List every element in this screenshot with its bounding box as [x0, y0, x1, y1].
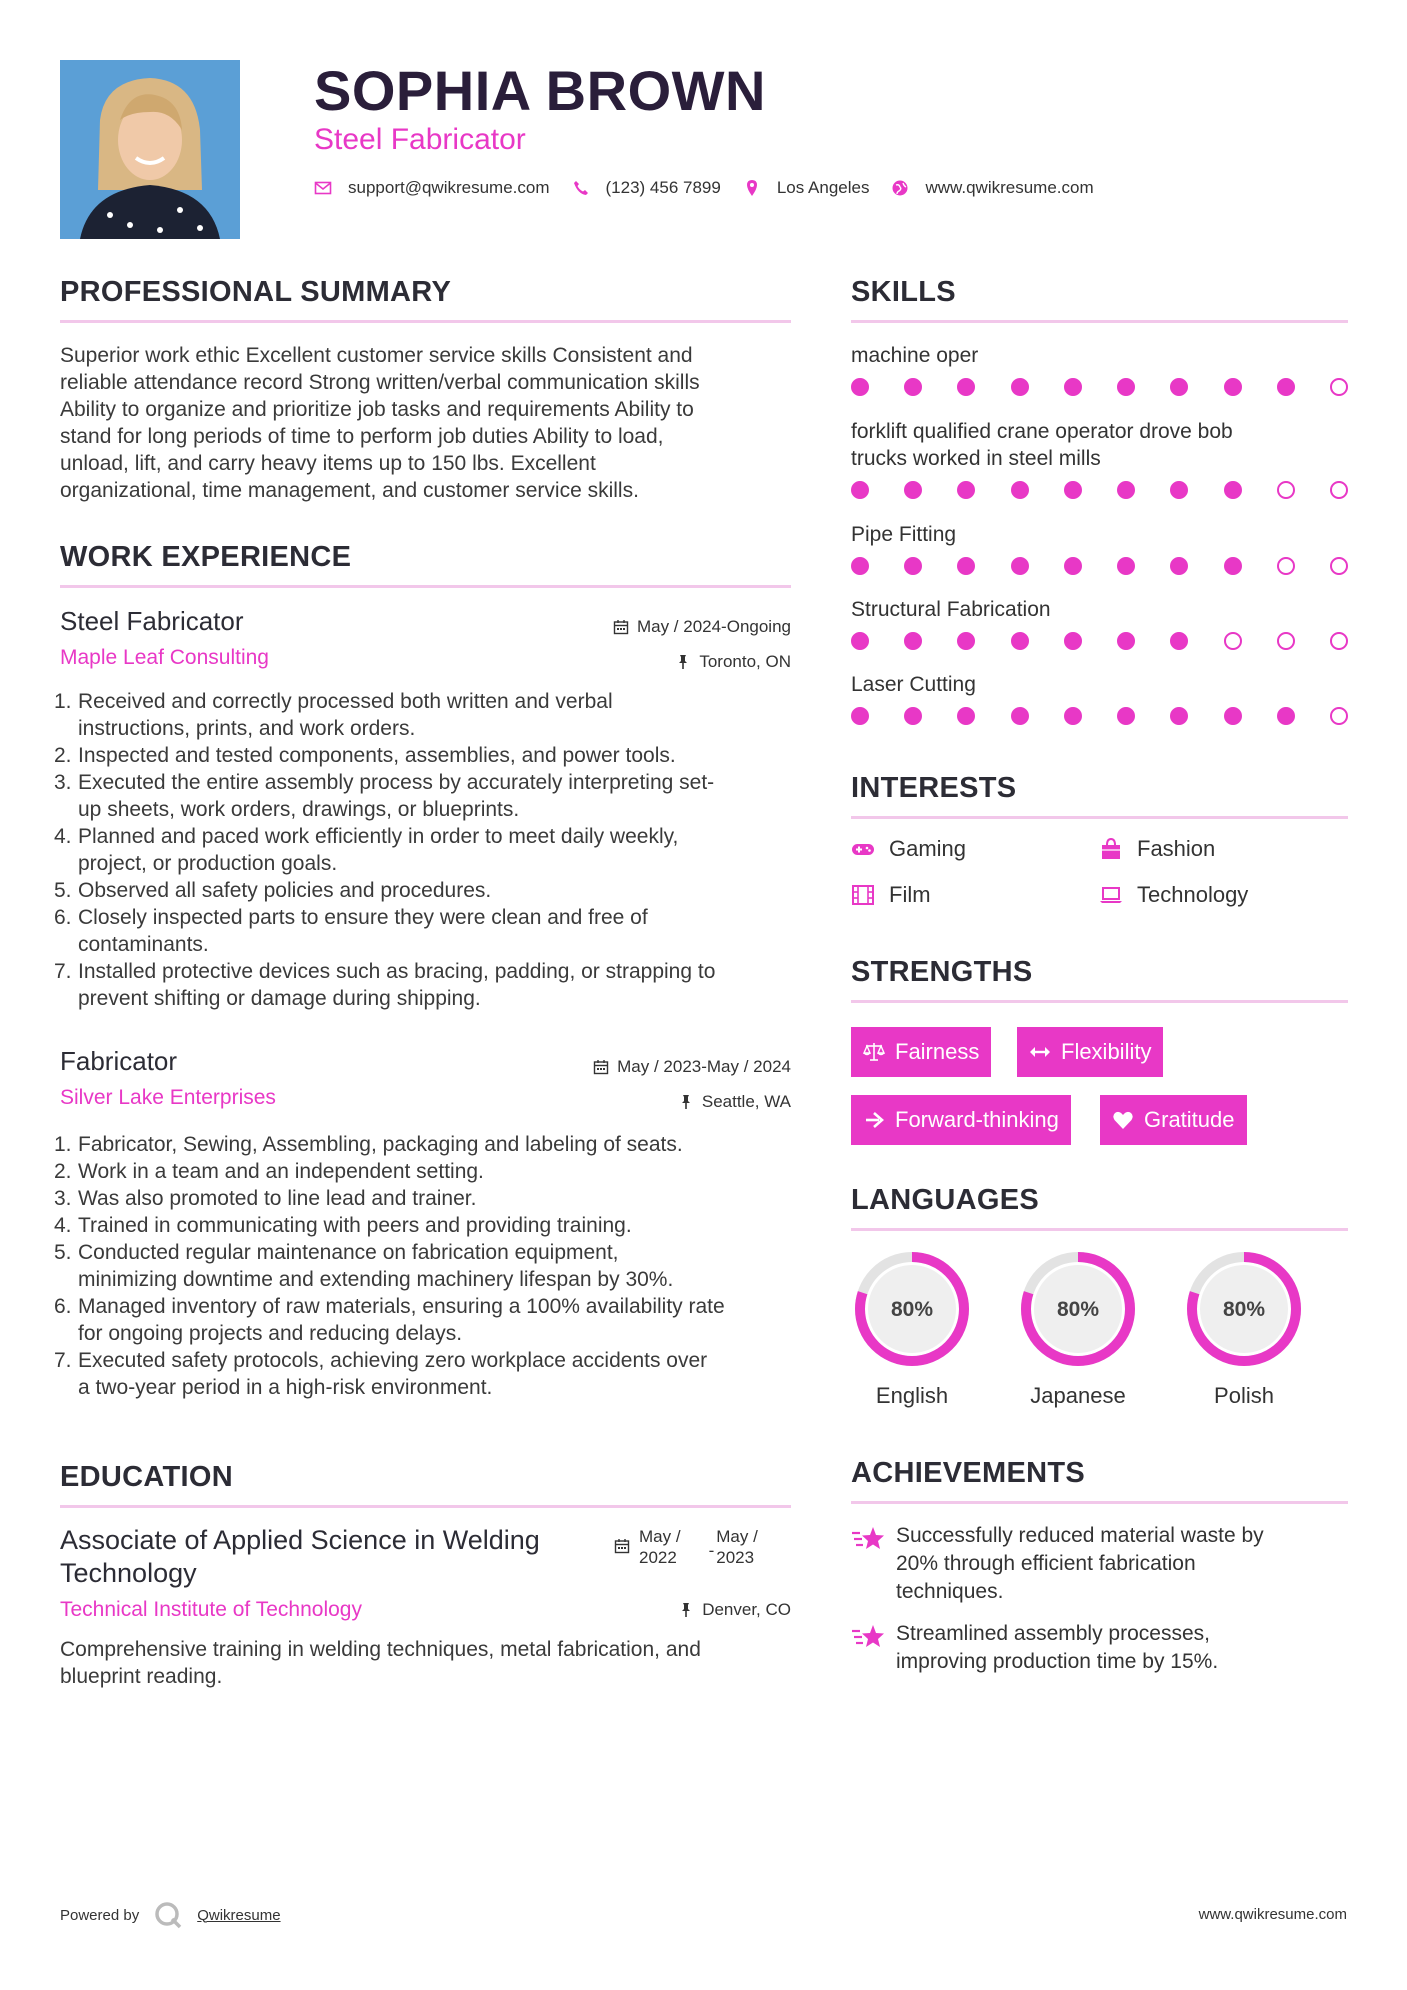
rating-dot-filled — [1277, 378, 1295, 396]
job-location-2 — [678, 1092, 791, 1112]
education-location-text: Denver, CO — [702, 1600, 791, 1619]
star-achievement-icon — [851, 1524, 885, 1554]
skill-rating — [851, 557, 1348, 575]
duty-number: 6. — [54, 1295, 72, 1318]
duty-line: Received and correctly processed both written and verbal — [78, 690, 613, 713]
skill-name-line: forklift qualified crane operator drove bob — [851, 420, 1233, 443]
languages-divider — [851, 1228, 1348, 1231]
language-ring — [851, 1248, 973, 1370]
heart-icon — [1112, 1109, 1134, 1131]
interest-film — [851, 882, 931, 908]
footer-powered-by — [60, 1900, 281, 1930]
skill-name — [851, 418, 1331, 472]
summary-divider — [60, 320, 791, 323]
rating-dot-filled — [851, 707, 869, 725]
duty-line: Trained in communicating with peers and providing training. — [78, 1214, 632, 1237]
job-company-1: Maple Leaf Consulting — [60, 646, 269, 669]
duty-number: 4. — [54, 1214, 72, 1237]
skills-divider — [851, 320, 1348, 323]
rating-dot-filled — [1064, 707, 1082, 725]
duty-number: 3. — [54, 771, 72, 794]
rating-dot-filled — [1277, 707, 1295, 725]
education-description — [60, 1636, 805, 1690]
education-start-year: 2022 — [639, 1548, 677, 1567]
rating-dot-filled — [1064, 481, 1082, 499]
shopping-bag-icon — [1099, 837, 1123, 861]
strength-forward-thinking — [851, 1095, 1071, 1145]
rating-dot-filled — [1117, 632, 1135, 650]
duty-line: for ongoing projects and reducing delays. — [78, 1322, 463, 1345]
duty-item — [54, 1158, 805, 1185]
duty-number: 2. — [54, 744, 72, 767]
duty-line: prevent shifting or damage during shipping. — [78, 987, 481, 1010]
rating-dot-filled — [1170, 557, 1188, 575]
rating-dot-filled — [1011, 378, 1029, 396]
rating-dot-empty — [1330, 707, 1348, 725]
job-title-1: Steel Fabricator — [60, 606, 244, 636]
rating-dot-filled — [1011, 632, 1029, 650]
skill-name-line: Laser Cutting — [851, 673, 976, 696]
language-name: Polish — [1214, 1383, 1274, 1408]
job-date-text-1: May / 2024-Ongoing — [636, 617, 791, 636]
duty-number: 1. — [54, 1133, 72, 1156]
education-dates — [614, 1526, 758, 1568]
duty-item — [54, 1293, 805, 1347]
skills-heading: SKILLS — [851, 276, 956, 308]
qwikresume-link[interactable]: Qwikresume — [197, 1906, 281, 1924]
duty-line: instructions, prints, and work orders. — [78, 717, 416, 740]
rating-dot-filled — [851, 557, 869, 575]
profile-photo — [60, 60, 240, 239]
job-duties-1 — [54, 688, 805, 1012]
candidate-name: SOPHIA BROWN — [314, 59, 766, 122]
powered-by-text: Powered by — [60, 1906, 140, 1924]
skill-name — [851, 342, 1331, 369]
achievement-line: Streamlined assembly processes, — [896, 1622, 1210, 1645]
duty-item — [54, 769, 805, 823]
arrow-right-icon — [863, 1109, 885, 1131]
school-name: Technical Institute of Technology — [60, 1598, 362, 1621]
duty-item — [54, 1185, 805, 1212]
duty-line: Installed protective devices such as bracing, padding, or strapping to — [78, 960, 716, 983]
education-end-month: May / — [716, 1527, 758, 1546]
rating-dot-filled — [1170, 378, 1188, 396]
duty-item — [54, 1347, 805, 1401]
arrows-horizontal-icon — [1029, 1041, 1051, 1063]
skill-name — [851, 521, 1331, 548]
duty-line: a two-year period in a high-risk environment. — [78, 1376, 493, 1399]
skill-name-line: machine oper — [851, 344, 979, 367]
rating-dot-filled — [851, 632, 869, 650]
rating-dot-filled — [1224, 707, 1242, 725]
interest-gaming — [851, 836, 966, 862]
rating-dot-filled — [904, 557, 922, 575]
thumbtack-icon — [678, 1094, 694, 1110]
rating-dot-empty — [1277, 557, 1295, 575]
education-location — [678, 1600, 791, 1620]
summary-line: organizational, time management, and customer service skills. — [60, 479, 639, 502]
rating-dot-filled — [904, 632, 922, 650]
rating-dot-filled — [1064, 378, 1082, 396]
summary-heading: PROFESSIONAL SUMMARY — [60, 276, 452, 308]
job-location-text-1: Toronto, ON — [699, 652, 791, 671]
rating-dot-filled — [957, 481, 975, 499]
duty-line: contaminants. — [78, 933, 209, 956]
summary-line: Superior work ethic Excellent customer service skills Consistent and — [60, 344, 693, 367]
rating-dot-filled — [851, 481, 869, 499]
rating-dot-filled — [1011, 707, 1029, 725]
job-date-2 — [593, 1057, 791, 1077]
rating-dot-filled — [957, 557, 975, 575]
rating-dot-filled — [1170, 481, 1188, 499]
phone-icon — [572, 179, 590, 197]
education-end-year: 2023 — [716, 1548, 755, 1567]
achievement-line: techniques. — [896, 1580, 1004, 1603]
job-location-1 — [675, 652, 791, 672]
language-name: English — [875, 1383, 949, 1408]
envelope-icon — [314, 179, 332, 197]
skill-name — [851, 596, 1331, 623]
language-name: Japanese — [1030, 1383, 1126, 1408]
strength-flexibility — [1017, 1027, 1163, 1077]
rating-dot-filled — [1064, 632, 1082, 650]
rating-dot-filled — [1224, 557, 1242, 575]
interests-divider — [851, 816, 1348, 819]
duty-line: Closely inspected parts to ensure they were clean and free of — [78, 906, 648, 929]
skill-rating — [851, 707, 1348, 725]
duty-item — [54, 688, 805, 742]
language-ring — [1183, 1248, 1305, 1370]
rating-dot-empty — [1330, 557, 1348, 575]
duty-number: 3. — [54, 1187, 72, 1210]
job-date-text-2: May / 2023-May / 2024 — [617, 1057, 791, 1076]
email-text: support@qwikresume.com — [348, 178, 550, 197]
rating-dot-filled — [957, 707, 975, 725]
strength-label: Fairness — [895, 1039, 980, 1064]
rating-dot-filled — [1117, 707, 1135, 725]
duty-number: 2. — [54, 1160, 72, 1183]
balance-scale-icon — [863, 1041, 885, 1063]
rating-dot-empty — [1330, 378, 1348, 396]
rating-dot-filled — [1117, 557, 1135, 575]
skill-rating — [851, 378, 1348, 396]
contact-website[interactable] — [891, 178, 1093, 198]
thumbtack-icon — [675, 654, 691, 670]
rating-dot-filled — [1224, 481, 1242, 499]
duty-number: 7. — [54, 1349, 72, 1372]
rating-dot-filled — [957, 378, 975, 396]
duty-line: Managed inventory of raw materials, ensuring a 100% availability rate — [78, 1295, 725, 1318]
rating-dot-filled — [904, 481, 922, 499]
job-location-text-2: Seattle, WA — [701, 1092, 791, 1111]
experience-divider — [60, 585, 791, 588]
rating-dot-empty — [1224, 632, 1242, 650]
language-percent: 80% — [890, 1298, 934, 1321]
strengths-heading: STRENGTHS — [851, 956, 1033, 988]
achievement-item-2 — [896, 1620, 1346, 1676]
duty-line: Was also promoted to line lead and trainer. — [78, 1187, 477, 1210]
education-heading: EDUCATION — [60, 1461, 233, 1493]
rating-dot-filled — [1064, 557, 1082, 575]
duty-number: 5. — [54, 879, 72, 902]
job-duties-2 — [54, 1131, 805, 1401]
summary-line: reliable attendance record Strong written/verbal communication skills — [60, 371, 700, 394]
qwikresume-logo-icon — [153, 1900, 183, 1930]
skill-name-line: Structural Fabrication — [851, 598, 1051, 621]
language-percent: 80% — [1056, 1298, 1100, 1321]
achievement-line: 20% through efficient fabrication — [896, 1552, 1196, 1575]
achievement-line: Successfully reduced material waste by — [896, 1524, 1264, 1547]
duty-line: project, or production goals. — [78, 852, 338, 875]
map-marker-icon — [743, 179, 761, 197]
skill-name-line: Pipe Fitting — [851, 523, 957, 546]
languages-heading: LANGUAGES — [851, 1184, 1039, 1216]
achievements-heading: ACHIEVEMENTS — [851, 1457, 1086, 1489]
duty-line: up sheets, work orders, drawings, or blueprints. — [78, 798, 520, 821]
contact-bar — [314, 178, 1116, 198]
education-divider — [60, 1505, 791, 1508]
job-date-1 — [613, 617, 791, 637]
calendar-icon — [614, 1538, 630, 1554]
achievement-item-1 — [896, 1522, 1346, 1606]
degree-title — [60, 1524, 540, 1590]
duty-line: Fabricator, Sewing, Assembling, packaging and labeling of seats. — [78, 1133, 683, 1156]
rating-dot-empty — [1277, 481, 1295, 499]
duty-line: Planned and paced work efficiently in order to meet daily weekly, — [78, 825, 679, 848]
rating-dot-filled — [851, 378, 869, 396]
summary-text — [60, 342, 800, 504]
rating-dot-filled — [1117, 378, 1135, 396]
job-company-2: Silver Lake Enterprises — [60, 1086, 276, 1109]
globe-icon — [891, 179, 909, 197]
rating-dot-empty — [1330, 481, 1348, 499]
calendar-icon — [613, 619, 629, 635]
duty-item — [54, 1131, 805, 1158]
skill-name — [851, 671, 1331, 698]
contact-email[interactable] — [314, 178, 550, 198]
education-desc-line: Comprehensive training in welding techniques, metal fabrication, and — [60, 1638, 701, 1661]
duty-item — [54, 904, 805, 958]
skill-rating — [851, 481, 1348, 499]
gamepad-icon — [851, 837, 875, 861]
duty-line: Conducted regular maintenance on fabrication equipment, — [78, 1241, 619, 1264]
rating-dot-filled — [1011, 481, 1029, 499]
interest-label: Gaming — [889, 836, 967, 861]
contact-location — [743, 178, 870, 198]
interest-fashion — [1099, 836, 1215, 862]
strength-label: Flexibility — [1061, 1039, 1152, 1064]
star-achievement-icon — [851, 1622, 885, 1652]
language-percent: 80% — [1222, 1298, 1266, 1321]
duty-item — [54, 1239, 805, 1293]
duty-line: Work in a team and an independent setting. — [78, 1160, 484, 1183]
duty-line: minimizing downtime and extending machinery lifespan by 30%. — [78, 1268, 674, 1291]
duty-line: Executed the entire assembly process by accurately interpreting set- — [78, 771, 715, 794]
rating-dot-filled — [1224, 378, 1242, 396]
summary-line: unload, lift, and carry heavy items up to 150 lbs. Excellent — [60, 452, 596, 475]
summary-line: stand for long periods of time to perform job duties Ability to load, — [60, 425, 664, 448]
strengths-divider — [851, 1000, 1348, 1003]
skill-rating — [851, 632, 1348, 650]
education-desc-line: blueprint reading. — [60, 1665, 223, 1688]
language-ring — [1017, 1248, 1139, 1370]
rating-dot-empty — [1330, 632, 1348, 650]
contact-phone[interactable] — [572, 178, 721, 198]
rating-dot-filled — [1170, 632, 1188, 650]
interest-label: Film — [889, 882, 931, 907]
location-text: Los Angeles — [776, 178, 870, 197]
rating-dot-filled — [1117, 481, 1135, 499]
duty-number: 5. — [54, 1241, 72, 1264]
duty-item — [54, 742, 805, 769]
rating-dot-filled — [904, 707, 922, 725]
rating-dot-filled — [1011, 557, 1029, 575]
rating-dot-empty — [1277, 632, 1295, 650]
duty-line: Executed safety protocols, achieving zero workplace accidents over — [78, 1349, 708, 1372]
calendar-icon — [593, 1059, 609, 1075]
duty-number: 7. — [54, 960, 72, 983]
achievement-line: improving production time by 15%. — [896, 1650, 1219, 1673]
rating-dot-filled — [957, 632, 975, 650]
interests-heading: INTERESTS — [851, 772, 1017, 804]
duty-item — [54, 823, 805, 877]
strength-label: Forward-thinking — [895, 1107, 1059, 1132]
strength-fairness — [851, 1027, 991, 1077]
footer-website[interactable]: www.qwikresume.com — [1198, 1906, 1347, 1923]
summary-line: Ability to organize and prioritize job tasks and requirements Ability to — [60, 398, 694, 421]
duty-item — [54, 877, 805, 904]
degree-line-1: Associate of Applied Science in Welding — [60, 1525, 540, 1555]
candidate-title: Steel Fabricator — [314, 123, 526, 156]
phone-text: (123) 456 7899 — [605, 178, 721, 197]
job-title-2: Fabricator — [60, 1046, 178, 1076]
education-start — [639, 1526, 681, 1568]
duty-item — [54, 1212, 805, 1239]
strength-label: Gratitude — [1144, 1107, 1235, 1132]
duty-number: 4. — [54, 825, 72, 848]
achievements-divider — [851, 1501, 1348, 1504]
duty-number: 6. — [54, 906, 72, 929]
duty-item — [54, 958, 805, 1012]
skill-name-line: trucks worked in steel mills — [851, 447, 1101, 470]
strength-gratitude — [1100, 1095, 1247, 1145]
interest-technology — [1099, 882, 1248, 908]
interest-label: Technology — [1137, 882, 1249, 907]
thumbtack-icon — [678, 1602, 694, 1618]
duty-line: Observed all safety policies and procedures. — [78, 879, 492, 902]
website-text: www.qwikresume.com — [925, 178, 1094, 197]
education-end — [716, 1526, 758, 1568]
film-icon — [851, 883, 875, 907]
rating-dot-filled — [904, 378, 922, 396]
rating-dot-filled — [1170, 707, 1188, 725]
duty-line: Inspected and tested components, assemblies, and power tools. — [78, 744, 676, 767]
laptop-icon — [1099, 883, 1123, 907]
interest-label: Fashion — [1137, 836, 1216, 861]
degree-line-2: Technology — [60, 1558, 197, 1588]
experience-heading: WORK EXPERIENCE — [60, 541, 352, 573]
education-date-dash: - — [708, 1541, 715, 1560]
education-start-month: May / — [639, 1527, 681, 1546]
duty-number: 1. — [54, 690, 72, 713]
